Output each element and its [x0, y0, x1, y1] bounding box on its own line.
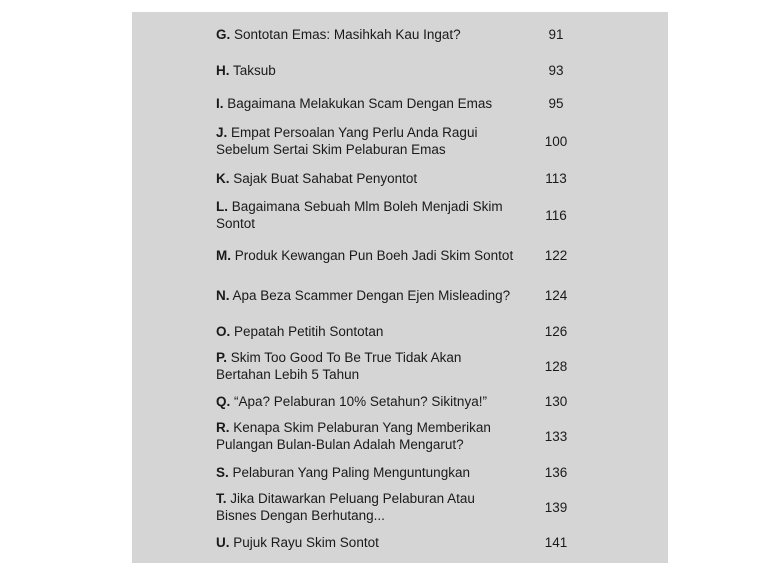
toc-entry-i — [216, 94, 586, 112]
toc-entry-title — [216, 62, 516, 79]
toc-entry-page-number: 122 — [544, 247, 568, 263]
toc-entry-p — [216, 349, 586, 383]
toc-entry-text: Jika Ditawarkan Peluang Pelaburan Atau Bisnes Dengan Berhutang... — [216, 491, 475, 523]
toc-entry-title — [216, 287, 516, 304]
toc-entry-page-number: 116 — [545, 207, 567, 223]
toc-entry-text: Empat Persoalan Yang Perlu Anda Ragui Sebelum Sertai Skim Pelaburan Emas — [216, 125, 478, 157]
toc-entry-letter: J. — [216, 125, 228, 140]
toc-entry-letter: L. — [216, 199, 228, 214]
toc-entry-page-number: 113 — [545, 170, 567, 186]
toc-entry-title — [216, 95, 516, 112]
toc-entry-title — [216, 393, 516, 410]
toc-entry-s — [216, 463, 586, 481]
toc-entry-letter: G. — [216, 26, 231, 42]
toc-entry-text: Bagaimana Sebuah Mlm Boleh Menjadi Skim Sontot — [216, 199, 503, 231]
toc-entry-title — [216, 170, 516, 187]
toc-entry-page-number: 93 — [548, 62, 564, 78]
toc-entry-page-number: 128 — [544, 358, 568, 374]
toc-entry-page-number: 91 — [548, 26, 564, 42]
toc-entry-letter: N. — [216, 287, 230, 303]
toc-entry-page-number: 136 — [544, 464, 568, 480]
toc-entry-page-number: 133 — [544, 428, 568, 444]
toc-entry-text: Pepatah Petitih Sontotan — [234, 323, 384, 339]
toc-entry-letter: O. — [216, 323, 231, 339]
toc-entry-title — [216, 247, 516, 264]
toc-entry-g — [216, 25, 586, 43]
toc-entry-letter: K. — [216, 170, 230, 186]
toc-entry-letter: H. — [216, 62, 230, 78]
toc-entry-page-number: 100 — [544, 133, 568, 149]
toc-entry-letter: U. — [216, 534, 230, 550]
toc-entry-page-number: 124 — [544, 287, 568, 303]
toc-entry-text: Pelaburan Yang Paling Menguntungkan — [232, 464, 470, 480]
toc-entry-letter: T. — [216, 491, 227, 506]
toc-entry-title — [216, 349, 516, 383]
toc-entry-text: Sajak Buat Sahabat Penyontot — [233, 170, 418, 186]
toc-entry-text: Sontotan Emas: Masihkah Kau Ingat? — [234, 26, 461, 42]
toc-entry-text: Bagaimana Melakukan Scam Dengan Emas — [227, 95, 493, 111]
toc-entry-letter: M. — [216, 247, 231, 263]
toc-entry-m — [216, 238, 586, 272]
toc-entry-letter: P. — [216, 350, 228, 365]
toc-entry-page-number: 139 — [544, 499, 568, 515]
toc-entry-title — [216, 323, 516, 340]
toc-entry-title — [216, 419, 516, 453]
toc-entry-title — [216, 490, 516, 524]
toc-entry-letter: S. — [216, 464, 229, 480]
toc-entry-l — [216, 198, 586, 232]
toc-entry-text: Skim Too Good To Be True Tidak Akan Bertahan Lebih 5 Tahun — [216, 350, 462, 382]
toc-entry-letter: Q. — [216, 393, 231, 409]
toc-entry-text: “Apa? Pelaburan 10% Setahun? Sikitnya!” — [234, 393, 487, 409]
toc-entry-letter: I. — [216, 95, 224, 111]
toc-entry-text: Apa Beza Scammer Dengan Ejen Misleading? — [232, 287, 511, 303]
toc-entry-page-number: 95 — [548, 95, 564, 111]
toc-entry-t — [216, 490, 586, 524]
toc-entry-r — [216, 419, 586, 453]
toc-entry-title — [216, 26, 516, 43]
toc-entry-title — [216, 198, 516, 232]
toc-entry-n — [216, 278, 586, 312]
toc-entry-letter: R. — [216, 420, 230, 435]
toc-entry-q — [216, 392, 586, 410]
toc-entry-text: Pujuk Rayu Skim Sontot — [233, 534, 379, 550]
toc-entry-title — [216, 464, 516, 481]
toc-entry-o — [216, 322, 586, 340]
toc-entry-k — [216, 169, 586, 187]
toc-entry-text: Produk Kewangan Pun Boeh Jadi Skim Sontot — [234, 247, 514, 263]
toc-entry-page-number: 126 — [544, 323, 568, 339]
toc-page — [132, 12, 668, 563]
toc-entry-j — [216, 124, 586, 158]
toc-entry-h — [216, 61, 586, 79]
toc-entry-u — [216, 533, 586, 551]
toc-entry-page-number: 141 — [544, 534, 568, 550]
toc-entry-page-number: 130 — [544, 393, 568, 409]
toc-entry-text: Taksub — [233, 62, 276, 78]
toc-entry-text: Kenapa Skim Pelaburan Yang Memberikan Pulangan Bulan-Bulan Adalah Mengarut? — [216, 420, 491, 452]
toc-entry-title — [216, 124, 516, 158]
toc-entry-title — [216, 534, 516, 551]
